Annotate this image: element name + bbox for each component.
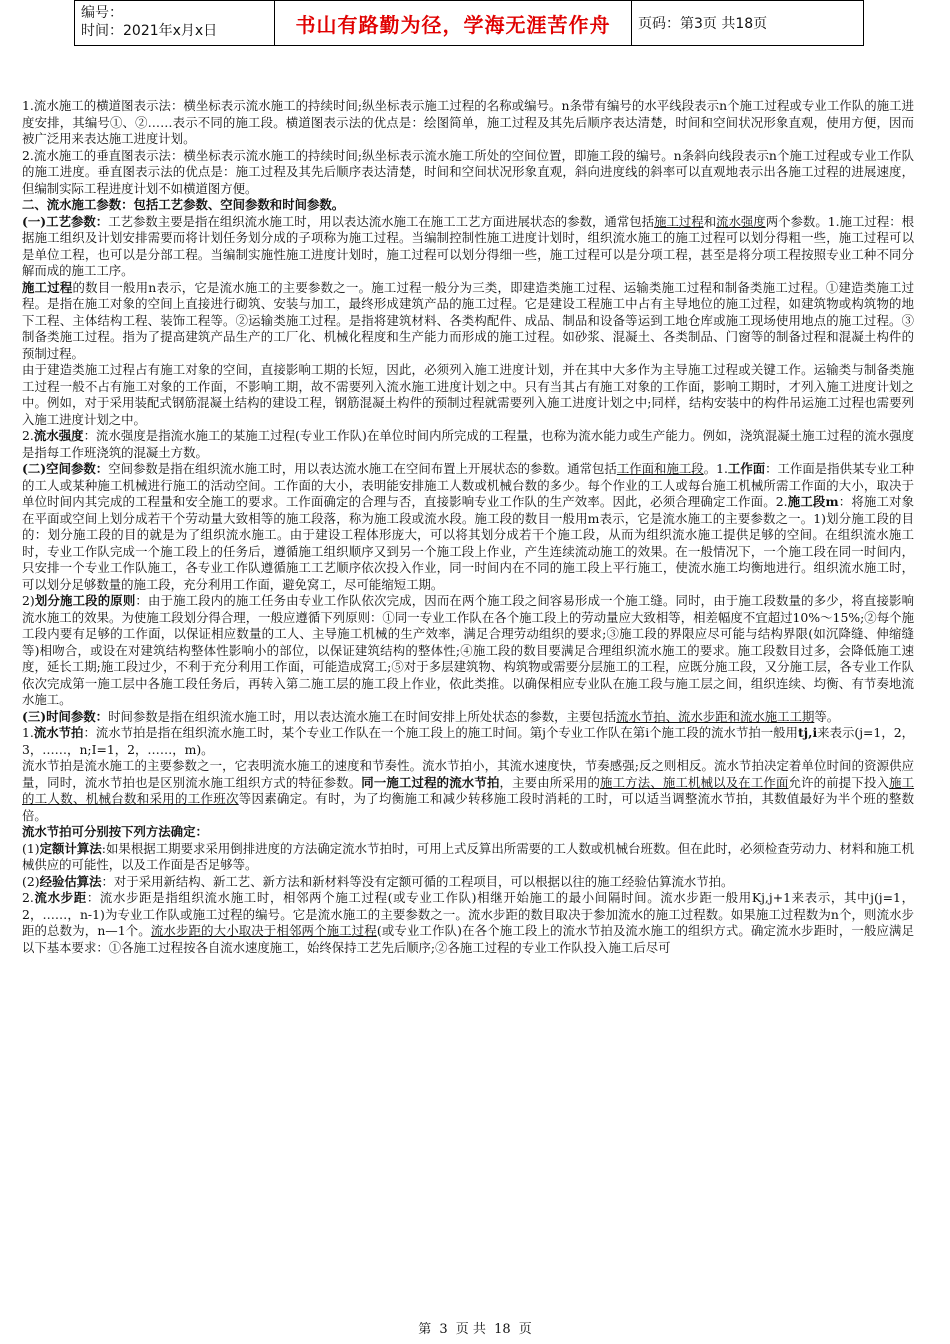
document-body bbox=[22, 98, 914, 956]
text-run: ：工作面是指供某专业工种的工人或某种施工机械进行施工的活动空间。工作面的大小，表明能安排施工人数或机械台数的多少。每个作业的工人或每台施工机械所需工作面的大小，取决于单位时间内其完成的工程量和安全施工的要求。工作面确定的合理与否，直接影响专业工作队的生产效率。因此，必须合理确定工作面。2. bbox=[22, 461, 915, 509]
text-run: 等。 bbox=[814, 708, 840, 724]
paragraph bbox=[22, 824, 914, 841]
text-run: ：将施工对象在平面或空间上划分成若干个劳动量大致相等的施工段落，称为施工段或流水段。施工段的数目一般用m表示，它是流水施工的主要参数之一。1)划分施工段的目的：划分施工段的目的就是为了组织流水施工。由于建设工程体形庞大，可以将其划分成若干个施工段，从而为组织流水施工提供足够的空间。在组织流水施工时，专业工作队完成一个施工段上的任务后，遵循施工组织顺序又到另一个施工段上作业，产生连续流动施工的效果。在一般情况下，一个施工段在同一时间内，只安排一个专业工作队施工，各专业工作队遵循施工工艺顺序依次投入作业，同一时间内在不同的施工段上平行施工，使流水施工均衡地进行。组织流水施工时，可以划分足够数量的施工段，充分利用工作面，避免窝工，尽可能缩短工期。 bbox=[22, 494, 914, 592]
text-run: :如果根据工期要求采用倒排进度的方法确定流水节拍时，可用上式反算出所需要的工人数或机械台班数。但在此时，必须检查劳动力、材料和施工机械供应的可能性，以及工作面是否足够等。 bbox=[22, 840, 914, 872]
text-run: 2. bbox=[22, 428, 34, 443]
text-run: 2. bbox=[22, 890, 34, 905]
text-run: 2.流水施工的垂直图表示法：横坐标表示流水施工的持续时间;纵坐标表示流水施工所处的空间位置，即施工段的编号。n条斜向线段表示n个施工过程或专业工作队的施工进度。垂直图表示法的优点是：施工过程及其先后顺序表达清楚，时间和空间状况形象直观，斜向进度线的斜率可以直观地表示出各施工过程的进展速度，但编制实际工程进度计划不如横道图方便。 bbox=[22, 147, 914, 196]
footer-mid: 页 共 bbox=[455, 1322, 486, 1337]
text-run: 经验估算法 bbox=[39, 873, 102, 889]
text-run: ：由于施工段内的施工任务由专业工作队依次完成，因而在两个施工段之间容易形成一个施工缝。同时，由于施工段数量的多少，将直接影响流水施工的效果。为使施工段划分得合理，一般应遵循下列原则：①同一专业工作队在各个施工段上的劳动量应大致相等，相差幅度不宜超过10%～15%;②每个施工段内要有足够的工作面，以保证相应数量的工人、主导施工机械的生产效率，满足合理劳动组织的要求;③施工段的界限应尽可能与结构界限(如沉降缝、伸缩缝等)相吻合，或设在对建筑结构整体性影响小的部位，以保证建筑结构的整体性;④施工段的数目要满足合理组织流水施工的要求。施工段数目过多，会降低施工速度，延长工期;施工段过少，不利于充分利用工作面，可能造成窝工;⑤对于多层建筑物、构筑物或需要分层施工的工程，应既分施工段，又分施工层，各专业工作队依次完成第一施工层中各施工段任务后，再转入第二施工层的施工段上作业，依此类推。以确保相应专业队在施工段与施工层之间，组织连续、均衡、有节奏地流水施工。 bbox=[22, 593, 915, 707]
text-run: 施工方法、施工机械以及在工作面 bbox=[600, 774, 789, 790]
text-run: 。1. bbox=[703, 461, 728, 476]
text-run: ：流水节拍是指在组织流水施工时，某个专业工作队在一个施工段上的施工时间。第j个专业工作队在第i个施工段的流水节拍一般用 bbox=[83, 725, 798, 740]
text-run: 1.流水施工的横道图表示法：横坐标表示流水施工的持续时间;纵坐标表示施工过程的名称或编号。n条带有编号的水平线段表示n个施工过程或专业工作队的施工进度安排，其编号①、②……表示不同的施工段。横道图表示法的优点是：绘图简单，施工过程及其先后顺序表达清楚，时间和空间状况形象直观，使用方便，因而被广泛用来表达施工进度计划。 bbox=[22, 98, 914, 146]
text-run: (三)时间参数： bbox=[22, 708, 109, 724]
text-run: 流水节拍、流水步距和流水施工工期 bbox=[616, 708, 815, 724]
text-run: (2) bbox=[22, 873, 40, 889]
text-run: 由于建造类施工过程占有施工对象的空间，直接影响工期的长短，因此，必须列入施工进度计划，并在其中大多作为主导施工过程或关键工作。运输类与制备类施工过程一般不占有施工对象的工作面，不影响工期，故不需要列入流水施工进度计划之中。只有当其占有施工对象的工作面，影响工期时，才列入施工进度计划之中。例如，对于采用装配式钢筋混凝土结构的建设工程，钢筋混凝土构件的预制过程就需要列入施工进度计划之中;同样，结构安装中的构件吊运施工过程也需要列入施工进度计划之中。 bbox=[22, 362, 914, 427]
text-run: 工作面 bbox=[727, 461, 766, 476]
header-info-cell bbox=[75, 1, 275, 45]
time-label: 时间：2021年x月x日 bbox=[81, 23, 218, 39]
text-run: 允许的前提下投入 bbox=[788, 774, 890, 790]
text-run: (二)空间参数： bbox=[22, 461, 109, 476]
footer-post: 页 bbox=[518, 1322, 532, 1337]
text-run: 和 bbox=[703, 213, 717, 229]
paragraph bbox=[22, 148, 914, 198]
text-run: 流水强度 bbox=[716, 213, 766, 229]
text-run: 施工过程 bbox=[654, 213, 704, 229]
text-run: 等因素确定。有时，为了均衡施工和减少转移施工段时消耗的工时，可以适当调整流水节拍，其数值最好为半个班的整数倍。 bbox=[22, 791, 915, 823]
paragraph bbox=[22, 841, 914, 874]
text-run: ：对于采用新结构、新工艺、新方法和新材料等没有定额可循的工程项目，可以根据以往的施工经验估算流水节拍。 bbox=[101, 873, 734, 889]
text-run: ：流水步距是指组织流水施工时，相邻两个施工过程(或专业工作队)相继开始施工的最小间隔时间。流水步距一般用Kj,j+1来表示，其中j(j=1，2，……，n-1)为专业工作队或施工过程的编号。它是流水施工的主要参数之一。流水步距的数目取决于参加流水的施工过程数。如果施工过程数为n个，则流水步距的总数为，n—1个。 bbox=[22, 890, 914, 938]
paragraph bbox=[22, 593, 914, 709]
paragraph bbox=[22, 280, 914, 363]
text-run: 同一施工过程的流水节拍 bbox=[361, 774, 500, 790]
text-run: 流水节拍 bbox=[33, 725, 84, 740]
paragraph bbox=[22, 725, 914, 758]
text-run: 流水节拍是流水施工的主要参数之一，它表明流水施工的速度和节奏性。流水节拍小，其流水速度快，节奏感强;反之则相反。流水节拍决定着单位时间的资源供应量，同时，流水节拍也是区别流水施工组织方式的特征参数。 bbox=[22, 758, 914, 790]
text-run: ，主要由所采用的 bbox=[499, 774, 601, 790]
text-run: 2) bbox=[22, 593, 35, 608]
page-header bbox=[74, 0, 864, 46]
text-run: 划分施工段的原则 bbox=[34, 593, 136, 608]
paragraph bbox=[22, 461, 914, 593]
text-run: tj,i bbox=[797, 725, 818, 740]
paragraph bbox=[22, 98, 914, 148]
text-run: 施工的工人数、机械台数和采用的工作班次 bbox=[22, 774, 915, 806]
text-run: 定额计算法 bbox=[39, 840, 102, 856]
text-run: 施工段m bbox=[787, 494, 839, 509]
text-run: (1) bbox=[22, 840, 40, 856]
text-run: 来表示(j=1，2，3，……，n;I=1，2，……，m)。 bbox=[22, 725, 915, 757]
paragraph bbox=[22, 214, 914, 280]
paragraph bbox=[22, 890, 914, 956]
number-label: 编号： bbox=[81, 5, 123, 21]
text-run: 1. bbox=[22, 725, 34, 740]
text-run: 流水步距 bbox=[33, 890, 87, 905]
text-run: 施工过程 bbox=[22, 279, 73, 295]
paragraph bbox=[22, 758, 914, 824]
text-run: 的数目一般用n表示，它是流水施工的主要参数之一。施工过程一般分为三类，即建造类施工过程、运输类施工过程和制备类施工过程。①建造类施工过程。是指在施工对象的空间上直接进行砌筑、安装与加工，最终形成建筑产品的施工过程。它是建设工程施工中占有主导地位的施工过程，如建筑物或构筑物的地下工程、主体结构工程、装饰工程等。②运输类施工过程。是指将建筑材料、各类构配件、成品、制品和设备等运到工地仓库或施工现场使用地点的施工过程。③制备类施工过程。指为了提高建筑产品生产的工厂化、机械化程度和生产能力而形成的施工过程。如砂浆、混凝土、各类制品、门窗等的制备过程和混凝土构件的预制过程。 bbox=[22, 279, 914, 361]
header-page-label: 页码：第3页 共18页 bbox=[638, 16, 768, 32]
text-run: (或专业工作队)在各个施工段上的流水节拍及流水施工的组织方式。确定流水步距时，一般应满足以下基本要求：①各施工过程按各自流水速度施工，始终保持工艺先后顺序;②各施工过程的专业工作队投入施工后尽可 bbox=[22, 923, 914, 955]
header-motto: 书山有路勤为径，学海无涯苦作舟 bbox=[275, 1, 632, 45]
page-footer bbox=[0, 1318, 950, 1337]
paragraph bbox=[22, 362, 914, 428]
text-run: (一)工艺参数： bbox=[22, 213, 109, 229]
paragraph bbox=[22, 197, 914, 214]
text-run: 二、流水施工参数：包括工艺参数、空间参数和时间参数。 bbox=[22, 197, 345, 212]
footer-total: 18 bbox=[494, 1322, 511, 1337]
text-run: 流水步距的大小取决于相邻两个施工过程 bbox=[150, 923, 377, 938]
text-run: 流水节拍可分别按下列方法确定： bbox=[22, 824, 208, 839]
text-run: 时间参数是指在组织流水施工时，用以表达流水施工在时间安排上所处状态的参数，主要包括 bbox=[108, 708, 617, 724]
paragraph bbox=[22, 709, 914, 726]
text-run: ：流水强度是指流水施工的某施工过程(专业工作队)在单位时间内所完成的工程量，也称为流水能力或生产能力。例如，浇筑混凝土施工过程的流水强度是指每工作班浇筑的混凝土方数。 bbox=[22, 428, 915, 460]
text-run: 两个参数。1.施工过程：根据施工组织及计划安排需要而将计划任务划分成的子项称为施工过程。当编制控制性施工进度计划时，组织流水施工的施工过程可以划分得粗一些，施工过程可以是单位工程，也可以是分部工程。当编制实施性施工进度计划时，施工过程可以划分得细一些，施工过程可以是分项工程，甚至是将分项工程按照专业工种不同分解而成的施工工序。 bbox=[22, 213, 915, 278]
paragraph bbox=[22, 428, 914, 461]
text-run: 空间参数是指在组织流水施工时，用以表达流水施工在空间布置上开展状态的参数。通常包括 bbox=[108, 461, 617, 476]
text-run: 流水强度 bbox=[33, 428, 84, 443]
footer-pre: 第 bbox=[418, 1322, 432, 1337]
text-run: 工作面和施工段 bbox=[616, 461, 704, 476]
footer-page: 3 bbox=[439, 1322, 448, 1337]
text-run: 工艺参数主要是指在组织流水施工时，用以表达流水施工在施工工艺方面进展状态的参数，通常包括 bbox=[108, 213, 655, 229]
paragraph bbox=[22, 874, 914, 891]
